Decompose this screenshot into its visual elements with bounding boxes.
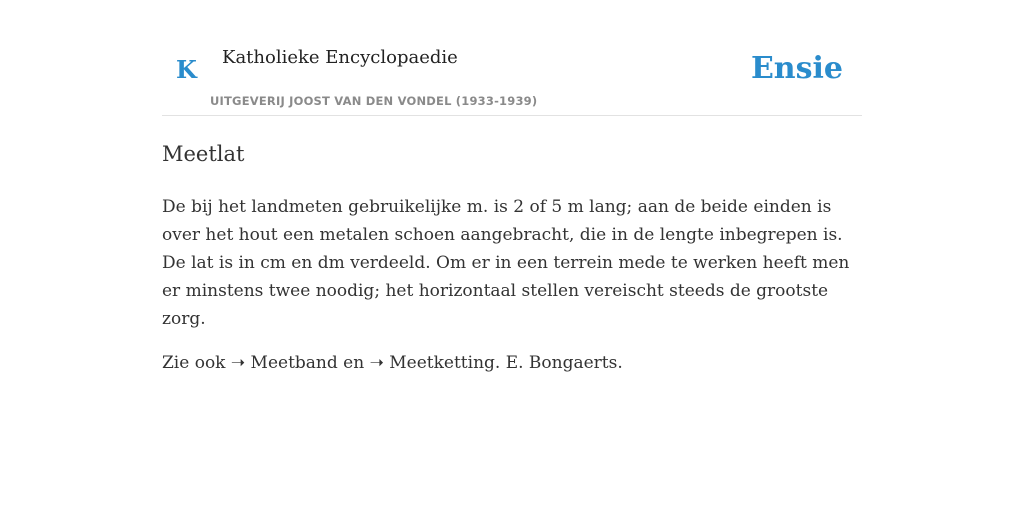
arrow-icon: ➝ (369, 353, 384, 373)
author-credit: . E. Bongaerts. (494, 353, 623, 373)
header (162, 40, 862, 116)
publisher-label: UITGEVERIJ JOOST VAN DEN VONDEL (1933-1939) (210, 94, 538, 108)
ensie-logo-link[interactable]: Ensie (750, 51, 843, 86)
link-meetband[interactable]: Meetband (250, 353, 338, 373)
see-also-line (162, 349, 862, 377)
article-title: Meetlat (162, 142, 245, 166)
see-also-prefix: Zie ook (162, 353, 226, 373)
arrow-icon: ➝ (230, 353, 246, 373)
article-body: De bij het landmeten gebruikelijke m. is 2 of 5 m lang; aan de beide einden is over het hout een metalen schoen aangebracht, die in de lengte inbegrepen is. De lat is in cm en dm verdeeld. Om er in een terrein mede te werken heeft men er minstens twee noodig; het horizontaal stellen vereischt steeds de grootste zorg. (162, 197, 850, 329)
link-meetketting[interactable]: Meetketting (389, 353, 495, 373)
publication-title[interactable]: Katholieke Encyclopaedie (222, 47, 458, 68)
see-also-conjunction: en (343, 353, 365, 373)
article (162, 138, 862, 377)
publication-logo-icon: K (176, 55, 197, 84)
